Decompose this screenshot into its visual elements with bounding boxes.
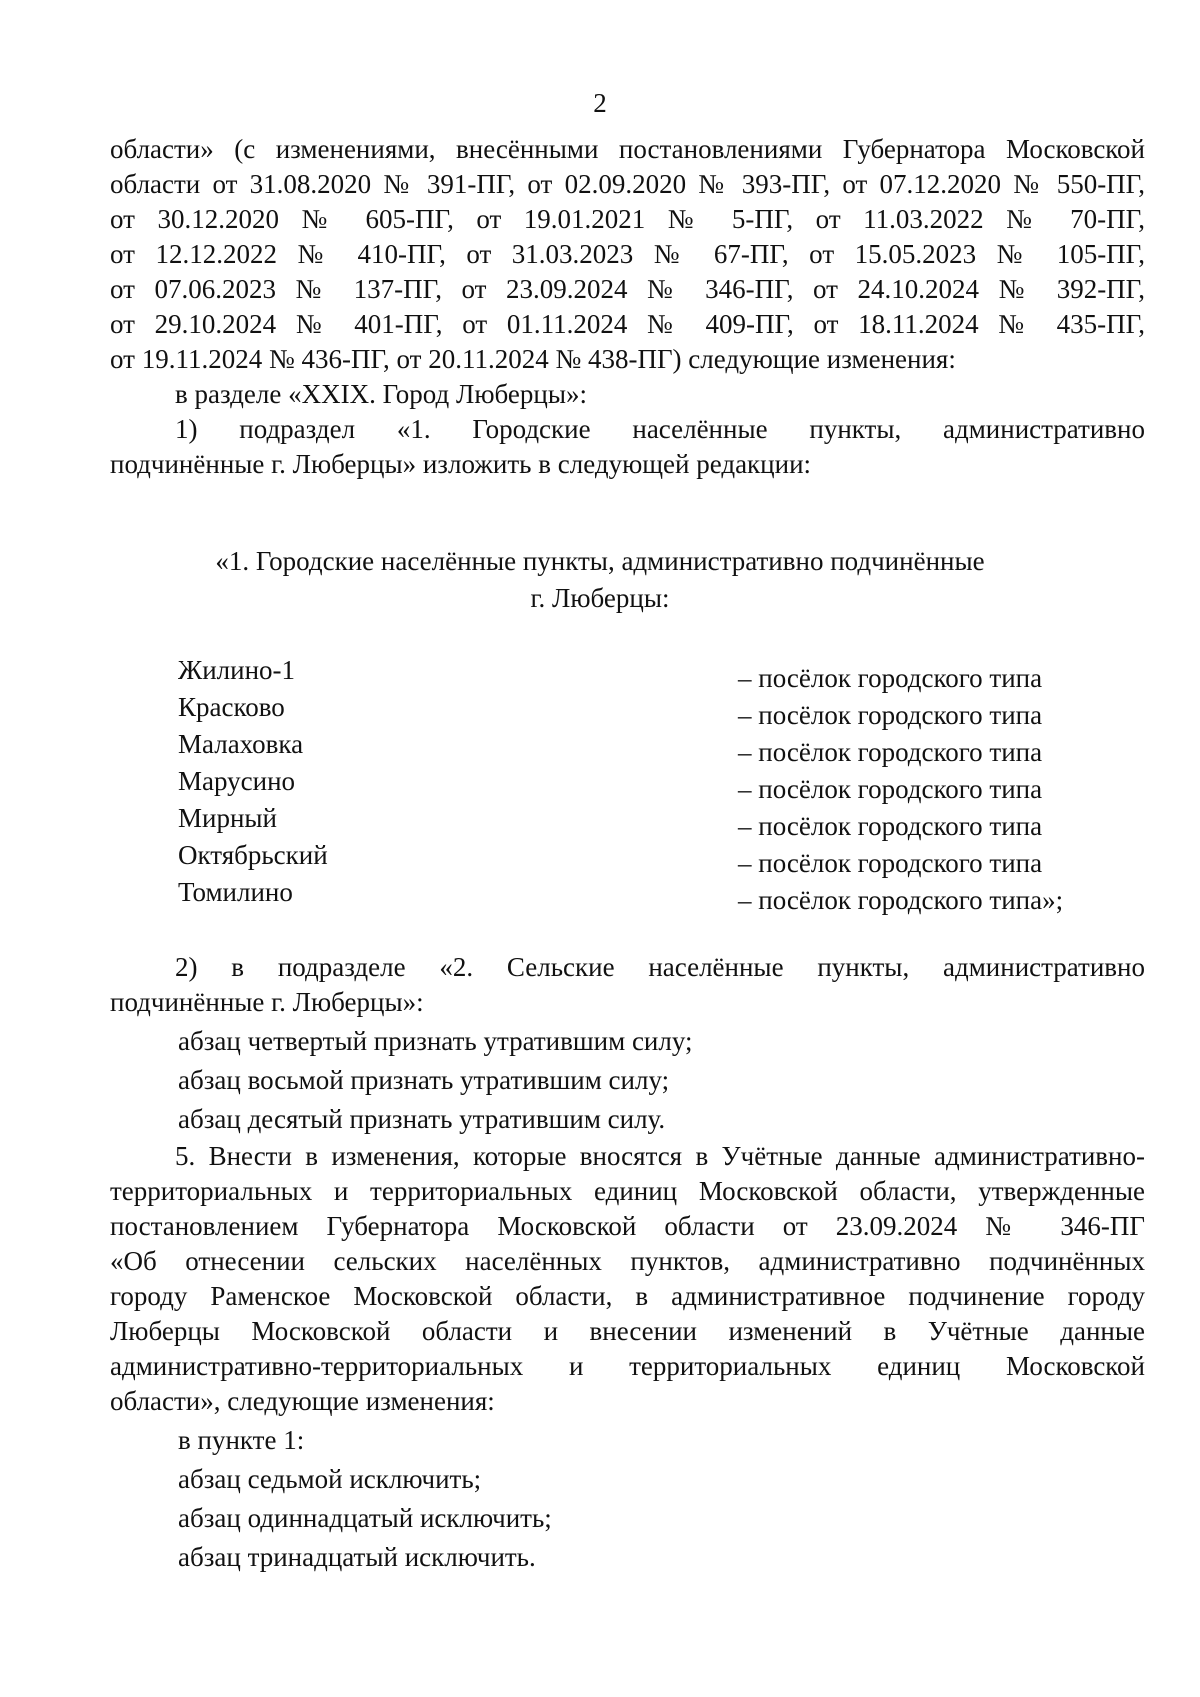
text-line: 2) в подразделе «2. Сельские населённые пункты, административно [175,952,1145,982]
item-2-subitems [110,1022,1145,1139]
settlement-name: Марусино [178,766,296,796]
list-item [178,689,1068,730]
text-line: «Об отнесении сельских населённых пунктов, административно подчинённых [110,1246,1145,1276]
subsection-heading [0,543,1200,617]
intro-paragraph [110,132,1145,377]
text-line: области от 31.08.2020 № 391-ПГ, от 02.09.2020 № 393-ПГ, от 07.12.2020 № 550-ПГ, [110,169,1145,199]
section-line [110,377,1145,412]
text-line: от 29.10.2024 № 401-ПГ, от 01.11.2024 № 409-ПГ, от 18.11.2024 № 435-ПГ, [110,309,1145,339]
text-line: постановлением Губернатора Московской области от 23.09.2024 № 346-ПГ [110,1211,1145,1241]
list-item [178,726,1068,767]
point-5-subitems [110,1421,1145,1577]
text-line: подчинённые г. Люберцы»: [110,987,424,1017]
text-line: 5. Внести в изменения, которые вносятся в Учётные данные административно- [175,1141,1145,1171]
text-line: абзац десятый признать утратившим силу. [178,1104,666,1134]
settlement-name: Мирный [178,803,277,833]
text-line: в пункте 1: [178,1425,305,1455]
list-item [178,874,1068,915]
text-line: от 12.12.2022 № 410-ПГ, от 31.03.2023 № 67-ПГ, от 15.05.2023 № 105-ПГ, [110,239,1145,269]
text-line: абзац седьмой исключить; [178,1464,482,1494]
text-line: абзац восьмой признать утратившим силу; [178,1065,670,1095]
settlement-name: Томилино [178,877,293,907]
list-item [178,763,1068,804]
list-item [178,652,1068,693]
point-5-paragraph [110,1139,1145,1419]
text-line: области» (с изменениями, внесёнными постановлениями Губернатора Московской [110,134,1145,164]
list-item [178,800,1068,841]
list-item [178,837,1068,878]
settlements-list [178,652,1068,915]
settlement-type: – посёлок городского типа [738,774,1043,804]
settlement-type: – посёлок городского типа»; [738,885,1064,915]
settlement-name: Красково [178,692,285,722]
settlement-name: Жилино-1 [178,655,296,685]
text-line: городу Раменское Московской области, в административное подчинение городу [110,1281,1145,1311]
text-line: абзац четвертый признать утратившим силу; [178,1026,693,1056]
subsection-heading-line: «1. Городские населённые пункты, административно подчинённые [215,546,985,576]
text-line: от 07.06.2023 № 137-ПГ, от 23.09.2024 № 346-ПГ, от 24.10.2024 № 392-ПГ, [110,274,1145,304]
page-number: 2 [593,88,607,118]
text-line: абзац одиннадцатый исключить; [178,1503,552,1533]
settlement-type: – посёлок городского типа [738,811,1043,841]
text-line: подчинённые г. Люберцы» изложить в следующей редакции: [110,449,812,479]
text-line: от 30.12.2020 № 605-ПГ, от 19.01.2021 № 5-ПГ, от 11.03.2022 № 70-ПГ, [110,204,1145,234]
text-line: 1) подраздел «1. Городские населённые пункты, административно [175,414,1145,444]
settlement-name: Октябрьский [178,840,328,870]
settlement-type: – посёлок городского типа [738,700,1043,730]
text-line: административно-территориальных и территориальных единиц Московской [110,1351,1145,1381]
text-line: от 19.11.2024 № 436-ПГ, от 20.11.2024 № 438-ПГ) следующие изменения: [110,344,956,374]
item-1-paragraph [110,412,1145,482]
subsection-heading-line: г. Люберцы: [530,583,670,613]
text-line: абзац тринадцатый исключить. [178,1542,536,1572]
item-2-paragraph [110,950,1145,1020]
text-line: в разделе «XXIX. Город Люберцы»: [175,379,587,409]
settlement-type: – посёлок городского типа [738,663,1043,693]
text-line: области», следующие изменения: [110,1386,495,1416]
settlement-name: Малаховка [178,729,304,759]
text-line: территориальных и территориальных единиц Московской области, утвержденные [110,1176,1145,1206]
settlement-type: – посёлок городского типа [738,848,1043,878]
text-line: Люберцы Московской области и внесении изменений в Учётные данные [110,1316,1145,1346]
settlement-type: – посёлок городского типа [738,737,1043,767]
